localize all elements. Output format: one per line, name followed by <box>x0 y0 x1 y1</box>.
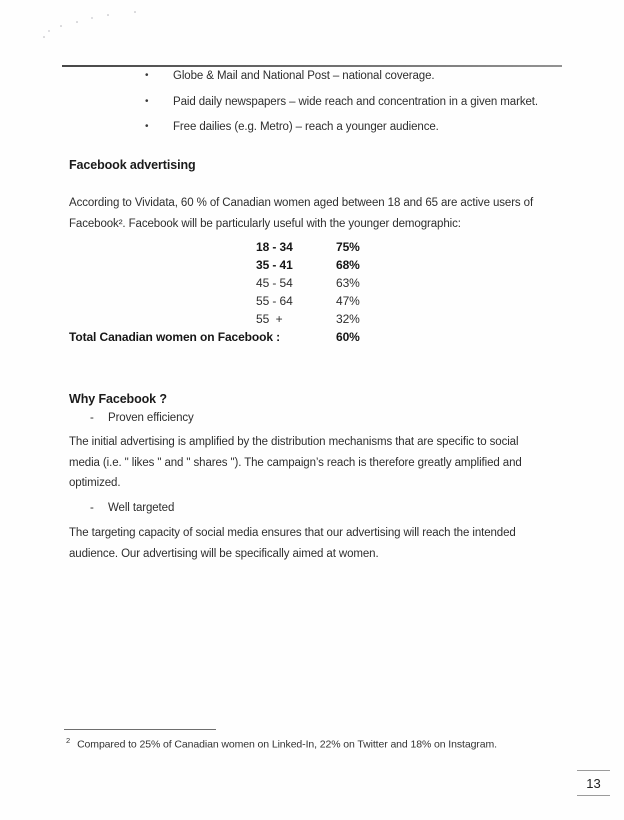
list-item <box>145 68 538 84</box>
table-row <box>0 294 624 312</box>
section-heading-why-facebook: Why Facebook ? <box>69 392 167 406</box>
dash-icon: - <box>90 412 94 424</box>
percentage-cell: 63% <box>336 276 360 290</box>
percentage-cell: 32% <box>336 312 360 326</box>
bullet-text: Globe & Mail and National Post – national coverage. <box>173 70 435 82</box>
paragraph-line: optimized. <box>69 477 121 490</box>
intro-paragraph <box>69 193 533 234</box>
footnote-marker: 2 <box>66 736 71 745</box>
age-range-cell: 55 - 64 <box>256 294 293 308</box>
age-range-cell: 35 - 41 <box>256 258 293 272</box>
section-heading-facebook-advertising: Facebook advertising <box>69 158 196 172</box>
list-item <box>145 94 538 110</box>
efficiency-paragraph <box>69 432 522 494</box>
age-range-cell: 45 - 54 <box>256 276 293 290</box>
percentage-cell: 47% <box>336 294 360 308</box>
dash-item-text: Well targeted <box>108 502 175 514</box>
table-row <box>0 258 624 276</box>
total-label: Total Canadian women on Facebook : <box>69 330 281 344</box>
table-total-row <box>0 330 624 348</box>
paragraph-line: media (i.e. " likes " and " shares "). The campaign’s reach is therefore greatly amplified and <box>69 456 522 469</box>
table-row <box>0 312 624 330</box>
bullet-icon: • <box>145 70 149 81</box>
list-item <box>145 119 538 135</box>
bullet-icon: • <box>145 95 149 107</box>
scan-speck <box>134 11 136 13</box>
bullet-icon: • <box>145 121 149 132</box>
scan-speck <box>43 36 45 38</box>
paragraph-line: The initial advertising is amplified by the distribution mechanisms that are specific to social <box>69 436 519 448</box>
paragraph-line: According to Vividata, 60 % of Canadian women aged between 18 and 65 are active users of <box>69 197 534 209</box>
facebook-age-table <box>0 240 624 348</box>
table-row <box>0 276 624 294</box>
percentage-cell: 68% <box>336 258 360 272</box>
bullet-text: Paid daily newspapers – wide reach and concentration in a given market. <box>173 95 538 108</box>
header-rule <box>62 65 562 67</box>
paragraph-line: Facebook². Facebook will be particularly useful with the younger demographic: <box>69 217 461 230</box>
bullet-text: Free dailies (e.g. Metro) – reach a younger audience. <box>173 121 439 133</box>
scan-speck <box>48 30 50 32</box>
percentage-cell: 75% <box>336 240 360 254</box>
footnote-text: Compared to 25% of Canadian women on Linked-In, 22% on Twitter and 18% on Instagram. <box>77 738 497 751</box>
age-range-cell: 55 + <box>256 312 283 326</box>
scan-speck <box>107 14 109 16</box>
paragraph-line: audience. Our advertising will be specifically aimed at women. <box>69 547 379 560</box>
dash-list-item-well-targeted <box>90 501 174 515</box>
newspaper-bullet-list <box>145 68 538 145</box>
scan-speck <box>91 17 93 19</box>
dash-icon: - <box>90 502 94 514</box>
footnote <box>66 736 497 751</box>
age-range-cell: 18 - 34 <box>256 240 293 254</box>
scan-speck <box>60 25 62 27</box>
total-percentage-cell: 60% <box>336 330 360 344</box>
dash-list-item-proven-efficiency <box>90 411 194 425</box>
table-row <box>0 240 624 258</box>
page-number: 13 <box>577 770 610 796</box>
paragraph-line: The targeting capacity of social media ensures that our advertising will reach the intended <box>69 527 516 539</box>
footnote-separator <box>64 729 216 730</box>
scan-speck <box>76 21 78 23</box>
targeting-paragraph <box>69 523 516 564</box>
dash-item-text: Proven efficiency <box>108 412 194 424</box>
